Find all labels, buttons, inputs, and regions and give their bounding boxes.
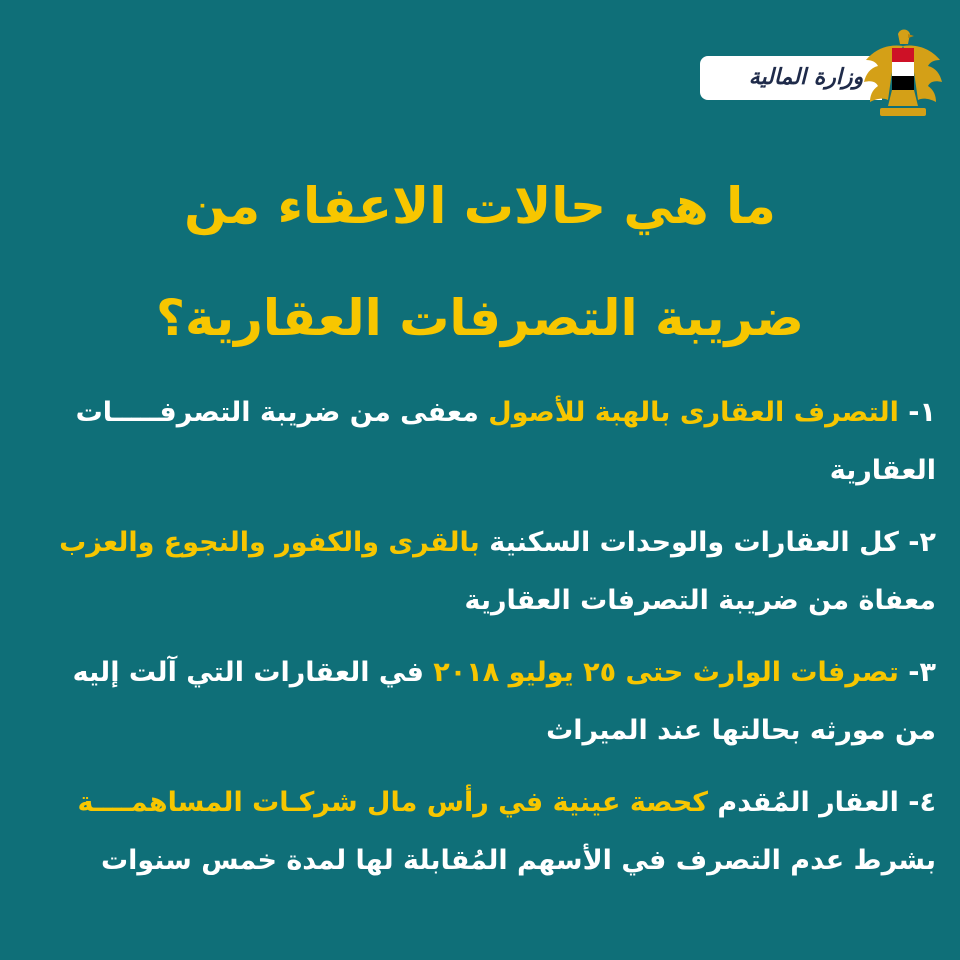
item-text: معفاة من ضريبة التصرفات العقارية: [464, 585, 936, 616]
item-number: ٣-: [908, 657, 936, 688]
item-text-before: العقار المُقدم: [717, 787, 899, 818]
exemption-list: [28, 384, 936, 904]
item-text: بشرط عدم التصرف في الأسهم المُقابلة لها لمدة خمس سنوات: [100, 845, 936, 876]
title-line-1: ما هي حالات الاعفاء من: [184, 177, 776, 235]
item-text-before: كل العقارات والوحدات السكنية: [489, 527, 899, 558]
list-item: [28, 774, 936, 890]
list-item: [28, 644, 936, 760]
item-number: ٤-: [908, 787, 936, 818]
list-item: [28, 384, 936, 500]
item-highlight: بالقرى والكفور والنجوع والعزب: [59, 527, 480, 558]
eagle-emblem-icon: [862, 26, 944, 122]
item-text: معفى من ضريبة التصرفـــــات العقارية: [75, 397, 936, 486]
item-number: ١-: [908, 397, 936, 428]
item-highlight: التصرف العقارى بالهبة للأصول: [488, 397, 899, 428]
list-item: [28, 514, 936, 630]
item-text: في العقارات التي آلت إليه من مورثه بحالتها عند الميراث: [72, 657, 936, 746]
title-line-2: ضريبة التصرفات العقارية؟: [156, 289, 804, 347]
item-highlight: كحصة عينية في رأس مال شركـات المساهمــــة: [77, 787, 709, 818]
item-number: ٢-: [908, 527, 936, 558]
ministry-label: وزارة المالية: [748, 65, 864, 90]
item-highlight: تصرفات الوارث حتى ٢٥ يوليو ٢٠١٨: [433, 657, 899, 688]
page-title: [60, 150, 900, 374]
